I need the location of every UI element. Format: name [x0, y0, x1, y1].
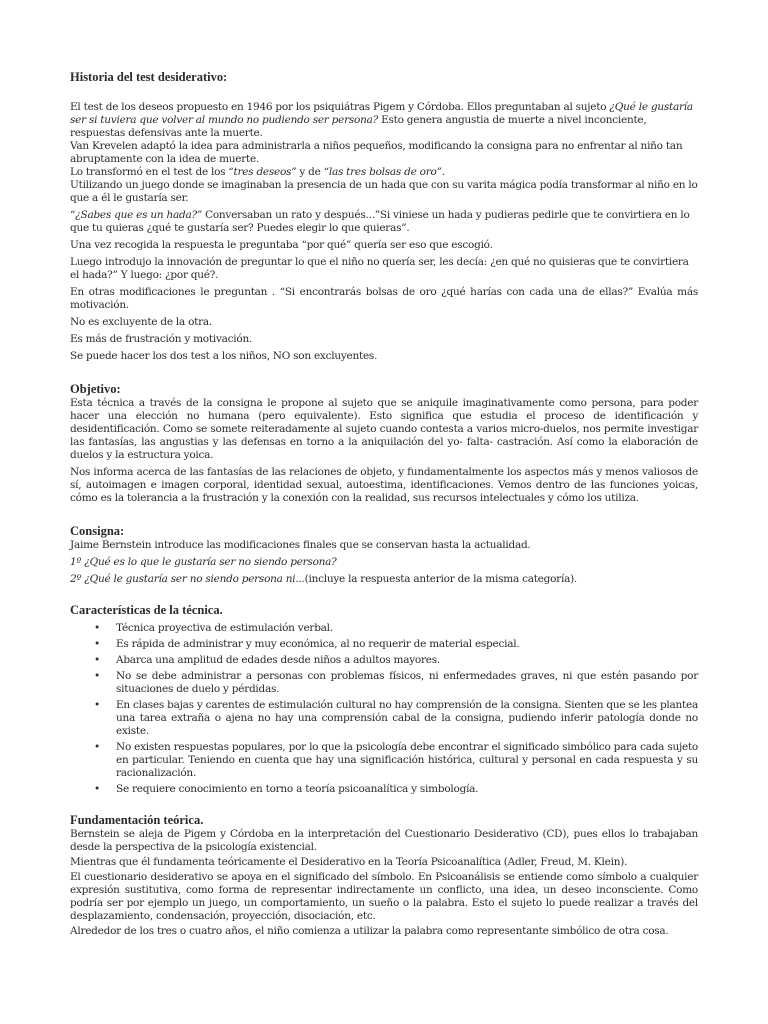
- paragraph: [70, 573, 698, 586]
- paragraph: Utilizando un juego donde se imaginaban la presencia de un hada que con su varita mágica podía transformar al niño en lo que a él le gustaría ser.: [70, 179, 698, 204]
- text: “: [70, 209, 76, 221]
- italic-question: 1º ¿Qué es lo que le gustaría ser no siendo persona?: [70, 556, 337, 568]
- italic-question: 2º ¿Qué le gustaría ser no siendo persona ni: [70, 573, 296, 585]
- text: El test de los deseos propuesto en 1946 por los psiquiátras Pigem y Córdoba. Ellos preguntaban al sujeto: [70, 101, 610, 113]
- list-item: [94, 783, 698, 796]
- text: Lo transformó en el test de los: [70, 166, 229, 178]
- heading-consigna: Consigna:: [70, 524, 125, 538]
- heading-caracteristicas: Características de la técnica.: [70, 603, 223, 617]
- text: Conversaban un rato y después...”Si viniese un hada y pudieras pedirle que te convirtiera en lo que tu quieras ¿qué te gustaría ser? Puedes elegir lo que quieras”.: [70, 209, 690, 234]
- list-item-text: Abarca una amplitud de edades desde niños a adultos mayores.: [116, 654, 440, 666]
- list-item: [94, 622, 698, 635]
- bullet-icon: •: [94, 699, 100, 711]
- paragraph: Luego introdujo la innovación de preguntar lo que el niño no quería ser, les decía: ¿en qué no quisieras que te convirtiera el hada?” Y luego: ¿por qué?.: [70, 256, 689, 281]
- paragraph: Mientras que él fundamenta teóricamente el Desiderativo en la Teoría Psicoanalítica (Adler, Freud, M. Klein).: [70, 856, 628, 868]
- heading-objetivo: Objetivo:: [70, 382, 121, 396]
- list-item-text: No existen respuestas populares, por lo que la psicología debe encontrar el significado simbólico para cada sujeto en particular. Teniendo en cuenta que hay una significación histórica, cultural y personal en cada respuesta y su racionalización.: [116, 741, 698, 779]
- italic-question: ¿Qué le gustaría ser si tuviera que volver al mundo no pudiendo ser persona?: [70, 101, 693, 126]
- paragraph: Una vez recogida la respuesta le preguntaba “por qué” quería ser eso que escogió.: [70, 239, 493, 251]
- list-item: [94, 670, 698, 696]
- bullet-icon: •: [94, 741, 100, 753]
- list-item: [94, 741, 698, 780]
- bullet-icon: •: [94, 622, 100, 634]
- features-list: [70, 622, 698, 796]
- list-item: [94, 699, 698, 738]
- paragraph: Se puede hacer los dos test a los niños, NO son excluyentes.: [70, 350, 378, 362]
- italic-question: ¿Sabes que es un hada?”: [75, 209, 202, 221]
- paragraph: Jaime Bernstein introduce las modificaciones finales que se conservan hasta la actualidad.: [70, 539, 531, 551]
- text: .: [441, 166, 445, 178]
- italic-phrase: “las tres bolsas de oro”: [323, 166, 442, 178]
- paragraph: Es más de frustración y motivación.: [70, 333, 253, 345]
- bullet-icon: •: [94, 654, 100, 666]
- paragraph: [70, 209, 698, 235]
- document-body: [70, 70, 698, 938]
- list-item-text: En clases bajas y carentes de estimulación cultural no hay comprensión de la consigna. Sienten que se les plantea una tarea extraña o ajena no hay una comprensión cabal de la consigna, pudiendo inferir patología donde no existe.: [116, 699, 698, 737]
- paragraph: Nos informa acerca de las fantasías de las relaciones de objeto, y fundamentalmente los aspectos más y menos valiosos de sí, autoimagen e imagen corporal, identidad sexual, autoestima, identificaciones. Vemos dentro de las funciones yoicas, cómo es la tolerancia a la frustración y la conexión con la realidad, sus recursos intelectuales y cómo los utiliza.: [70, 466, 698, 504]
- list-item-text: Es rápida de administrar y muy económica, al no requerir de material especial.: [116, 638, 520, 650]
- paragraph: No es excluyente de la otra.: [70, 316, 212, 328]
- paragraph: Esta técnica a través de la consigna le propone al sujeto que se aniquile imaginativamente como persona, para poder hacer una elección no humana (pero equivalente). Esto significa que estudia el proceso de identificación y desidentificación. Como se somete reiteradamente al sujeto cuando contesta a varios micro-duelos, nos permite investigar las fantasías, las angustias y las defensas en torno a la aniquilación del yo- falta- castración. Así como la elaboración de duelos y la estructura yoica.: [70, 397, 698, 461]
- list-item-text: Técnica proyectiva de estimulación verbal.: [116, 622, 333, 634]
- text: Esto genera angustia de muerte a nivel inconciente, respuestas defensivas ante la muerte.: [70, 114, 647, 139]
- paragraph: En otras modificaciones le preguntan . “Si encontrarás bolsas de oro ¿qué harías con cada una de ellas?” Evalúa más motivación.: [70, 286, 698, 311]
- list-item-text: Se requiere conocimiento en torno a teoría psicoanalítica y simbología.: [116, 783, 479, 795]
- paragraph: [70, 556, 698, 569]
- list-item: [94, 654, 698, 667]
- paragraph: [70, 166, 698, 179]
- bullet-icon: •: [94, 670, 100, 682]
- list-item-text: No se debe administrar a personas con problemas físicos, ni enfermedades graves, ni que estén pasando por situaciones de duelo y pérdidas.: [116, 670, 698, 695]
- list-item: [94, 638, 698, 651]
- paragraph: El cuestionario desiderativo se apoya en el significado del símbolo. En Psicoanálisis se entiende como símbolo a cualquier expresión sustitutiva, como forma de representar indirectamente un conflicto, una idea, un deseo inconsciente. Como podría ser por ejemplo un juego, un comportamiento, un sueño o la palabra. Esto el sujeto lo puede realizar a través del desplazamiento, condensación, proyección, disociación, etc.: [70, 871, 698, 922]
- heading-historia: Historia del test desiderativo:: [70, 70, 228, 84]
- italic-phrase: “tres deseos”: [228, 166, 297, 178]
- bullet-icon: •: [94, 783, 100, 795]
- paragraph: Van Krevelen adaptó la idea para administrarla a niños pequeños, modificando la consigna para no enfrentar al niño tan abruptamente con la idea de muerte.: [70, 140, 683, 165]
- paragraph: Alrededor de los tres o cuatro años, el niño comienza a utilizar la palabra como representante simbólico de otra cosa.: [70, 925, 669, 937]
- paragraph: [70, 101, 698, 140]
- heading-fundamentacion: Fundamentación teórica.: [70, 813, 204, 827]
- text: ...(incluye la respuesta anterior de la misma categoría).: [295, 573, 578, 585]
- paragraph: Bernstein se aleja de Pigem y Córdoba en la interpretación del Cuestionario Desiderativo (CD), pues ellos lo trabajaban desde la perspectiva de la psicología existencial.: [70, 828, 698, 853]
- text: y de: [296, 166, 324, 178]
- bullet-icon: •: [94, 638, 100, 650]
